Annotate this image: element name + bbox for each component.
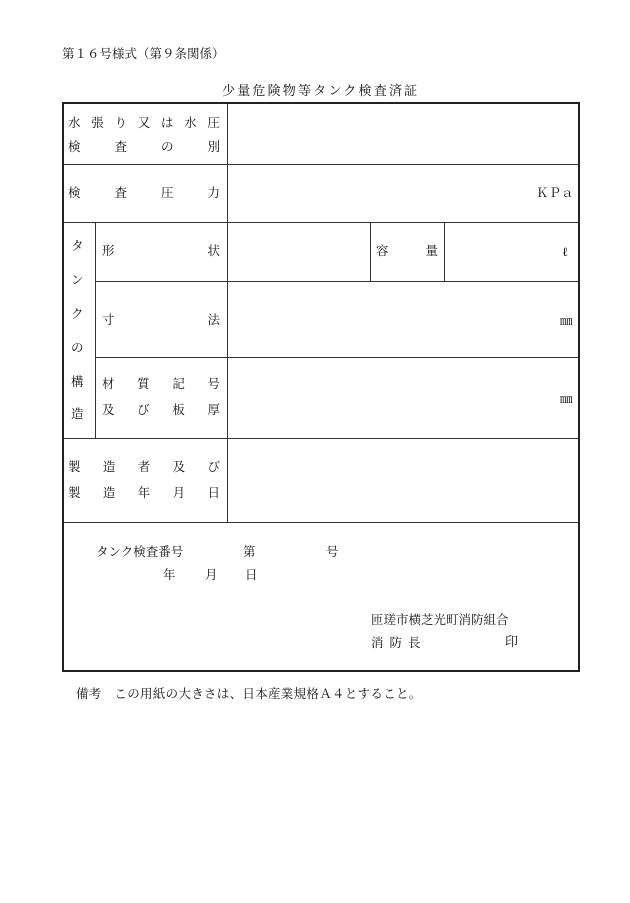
issuer-title: 消 防 長	[371, 635, 422, 650]
date-month: 月	[205, 567, 218, 582]
row-divider	[64, 438, 578, 439]
pressure-label: 検 査 圧 力	[68, 185, 220, 200]
number-prefix: 第	[243, 544, 256, 559]
form-title: 少量危険物等タンク検査済証	[222, 84, 420, 99]
row-divider	[64, 522, 578, 523]
seal-mark: 印	[505, 635, 519, 650]
maker-label-line1: 製 造 者 及 び	[68, 459, 220, 474]
test-type-label-line2: 検 査 の 別	[68, 139, 220, 154]
shape-label: 形 状	[102, 243, 220, 258]
column-divider	[95, 222, 96, 438]
row-divider	[64, 222, 578, 223]
dimensions-label: 寸 法	[102, 312, 220, 327]
row-divider	[64, 164, 578, 165]
tank-structure-label-char: 構	[71, 374, 84, 389]
dimensions-unit: ㎜	[560, 313, 573, 328]
date-year: 年	[163, 567, 176, 582]
tank-structure-label-char: タ	[71, 238, 84, 253]
footnote: 備考 この用紙の大きさは、日本産業規格Ａ４とすること。	[76, 686, 422, 701]
column-divider	[444, 222, 445, 281]
pressure-unit: ＫＰａ	[536, 185, 574, 200]
material-label-line1: 材 質 記 号	[102, 376, 220, 391]
capacity-label: 容 量	[376, 243, 438, 258]
tank-structure-label-char: 造	[71, 406, 84, 421]
column-divider	[227, 104, 228, 522]
tank-structure-label-char: の	[71, 340, 84, 355]
row-divider	[95, 281, 578, 282]
issuer-organization: 匝瑳市横芝光町消防組合	[371, 612, 509, 627]
date-day: 日	[245, 567, 258, 582]
material-unit: ㎜	[560, 391, 573, 406]
test-type-label-line1: 水 張 り 又 は 水 圧	[68, 115, 220, 130]
maker-label-line2: 製 造 年 月 日	[68, 485, 220, 500]
tank-structure-label-char: ン	[71, 272, 84, 287]
number-suffix: 号	[326, 544, 339, 559]
tank-structure-label-char: ク	[71, 306, 84, 321]
column-divider	[370, 222, 371, 281]
material-label-line2: 及 び 板 厚	[102, 402, 220, 417]
capacity-unit: ℓ	[562, 244, 568, 259]
inspection-number-label: タンク検査番号	[96, 544, 184, 559]
row-divider	[95, 357, 578, 358]
style-number: 第１６号様式（第９条関係）	[62, 46, 225, 61]
